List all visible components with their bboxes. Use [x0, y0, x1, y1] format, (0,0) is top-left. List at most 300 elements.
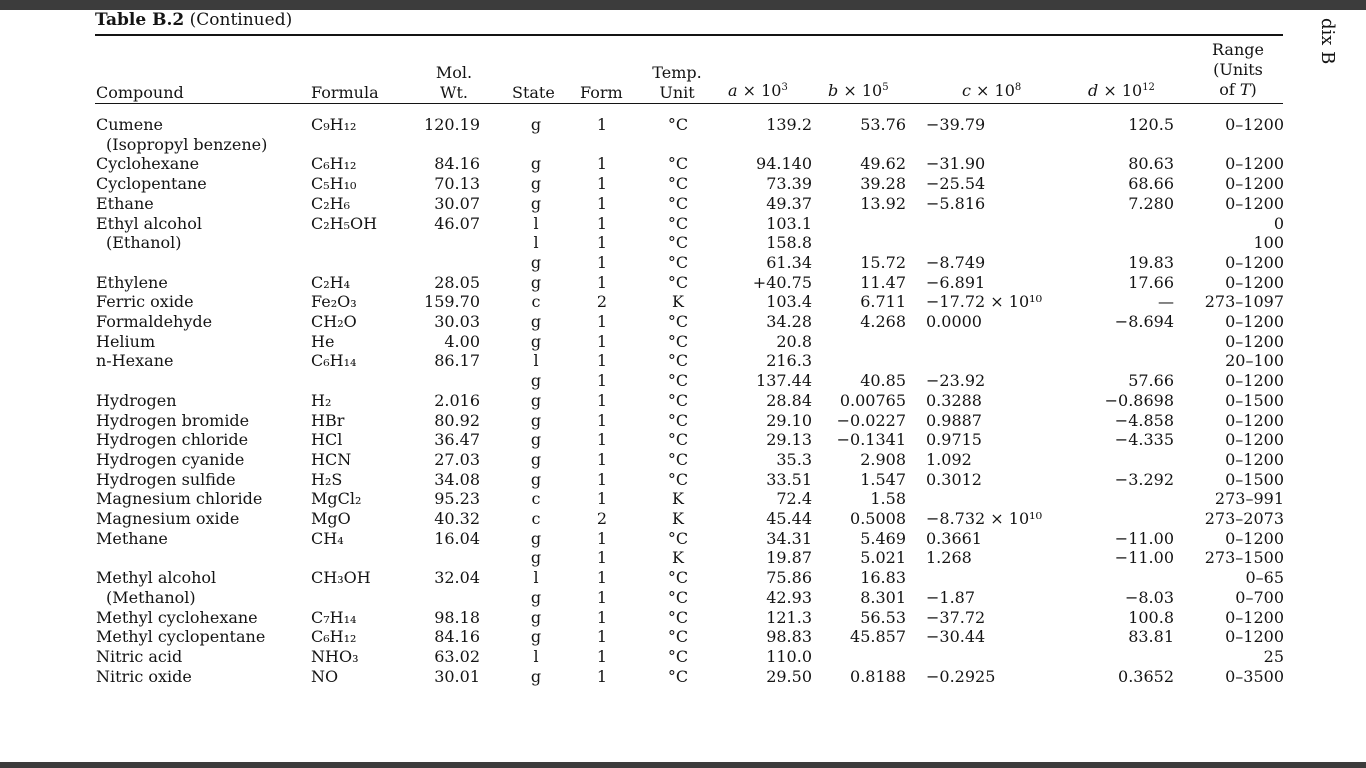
c-value-cell: 0.0000	[926, 312, 982, 331]
d-value-cell: −3.292	[1114, 469, 1174, 489]
temp-unit-cell: °C	[667, 666, 689, 686]
molecular-weight-cell: 84.16	[434, 627, 480, 647]
c-value-cell: −8.749	[926, 252, 986, 272]
b-value-cell: 1.547	[860, 469, 906, 489]
d-value-cell: −0.8698	[1104, 390, 1174, 410]
c-value-cell: 1.092	[926, 449, 972, 469]
table-row	[0, 568, 1366, 588]
state-cell: g	[530, 666, 542, 686]
state-cell: g	[530, 115, 542, 134]
d-value-cell: 0.3652	[1118, 666, 1174, 686]
b-value-cell: 53.76	[860, 115, 906, 134]
temp-unit-cell: °C	[667, 410, 689, 430]
form-cell: 1	[596, 272, 608, 292]
form-cell: 1	[596, 312, 608, 331]
form-cell: 1	[596, 548, 608, 568]
header-a-var: a	[728, 81, 738, 100]
compound-name-cell: (Methanol)	[106, 587, 196, 607]
formula-cell: C₆H₁₂	[311, 627, 357, 647]
state-cell: g	[530, 430, 542, 450]
temp-unit-cell: °C	[667, 312, 689, 331]
state-cell: g	[530, 607, 542, 627]
c-value-cell: −17.72 × 10¹⁰	[926, 292, 1042, 312]
viewer-bottom-bar	[0, 762, 1366, 768]
state-cell: c	[531, 509, 541, 528]
c-value-cell: 0.9887	[926, 410, 982, 430]
range-cell: 0–1200	[1225, 193, 1284, 213]
c-value-cell: 0.9715	[926, 430, 982, 450]
range-cell: 0–3500	[1225, 666, 1284, 686]
formula-cell: C₉H₁₂	[311, 115, 357, 134]
form-cell: 1	[596, 193, 608, 213]
d-value-cell: −11.00	[1114, 548, 1174, 568]
range-cell: 0–1200	[1225, 272, 1284, 292]
form-cell: 1	[596, 666, 608, 686]
compound-name-cell: Helium	[96, 331, 156, 351]
state-cell: g	[530, 154, 542, 174]
header-d-coefficient	[1088, 81, 1155, 101]
formula-cell: MgO	[311, 509, 351, 528]
state-cell: l	[533, 213, 539, 233]
a-value-cell: 29.13	[766, 430, 812, 450]
d-value-cell: 7.280	[1128, 193, 1174, 213]
header-range-line3	[1196, 80, 1280, 100]
molecular-weight-cell: 84.16	[434, 154, 480, 174]
formula-cell: CH₄	[311, 528, 344, 548]
compound-name-cell: Nitric acid	[96, 646, 183, 666]
d-value-cell: 83.81	[1128, 627, 1174, 647]
state-cell: g	[530, 312, 542, 331]
header-d-mult: × 10	[1098, 81, 1143, 100]
compound-name-cell: Cyclopentane	[96, 174, 207, 194]
header-temp-line1: Temp.	[652, 63, 702, 82]
a-value-cell: 216.3	[766, 351, 812, 371]
d-value-cell: 68.66	[1128, 174, 1174, 194]
temp-unit-cell: K	[672, 292, 684, 312]
form-cell: 1	[596, 233, 608, 253]
b-value-cell: 16.83	[860, 568, 906, 588]
b-value-cell: 15.72	[860, 252, 906, 272]
a-value-cell: 28.84	[766, 390, 812, 410]
temp-unit-cell: °C	[667, 430, 689, 450]
compound-name-cell: Hydrogen chloride	[96, 430, 249, 450]
compound-name-cell: Hydrogen cyanide	[96, 449, 245, 469]
form-cell: 2	[596, 292, 608, 312]
a-value-cell: 19.87	[766, 548, 812, 568]
b-value-cell: 1.58	[870, 489, 906, 509]
range-cell: 0–1200	[1225, 174, 1284, 194]
a-value-cell: 158.8	[766, 233, 812, 253]
state-cell: g	[530, 627, 542, 647]
table-row	[0, 529, 1366, 549]
formula-cell: He	[311, 331, 335, 351]
a-value-cell: 61.34	[766, 252, 812, 272]
range-cell: 0–1200	[1225, 312, 1284, 331]
state-cell: l	[533, 568, 539, 588]
range-cell: 0–1200	[1225, 607, 1284, 627]
molecular-weight-cell: 4.00	[444, 331, 480, 351]
c-value-cell: −31.90	[926, 154, 986, 174]
c-value-cell: −23.92	[926, 371, 986, 391]
d-value-cell: −4.335	[1114, 430, 1174, 450]
temp-unit-cell: °C	[667, 154, 689, 174]
table-row	[0, 667, 1366, 687]
range-cell: 273–1097	[1204, 292, 1284, 312]
formula-cell: HBr	[311, 410, 345, 430]
formula-cell: C₅H₁₀	[311, 174, 357, 194]
temp-unit-cell: °C	[667, 272, 689, 292]
temp-unit-cell: K	[672, 489, 684, 509]
table-row	[0, 233, 1366, 253]
b-value-cell: 5.021	[860, 548, 906, 568]
form-cell: 1	[596, 587, 608, 607]
molecular-weight-cell: 30.01	[434, 666, 480, 686]
header-a-coefficient	[728, 81, 788, 101]
table-row	[0, 214, 1366, 234]
compound-name-cell: Methane	[96, 528, 168, 548]
compound-name-cell: Hydrogen bromide	[96, 410, 250, 430]
a-value-cell: +40.75	[752, 272, 812, 292]
state-cell: g	[530, 331, 542, 351]
table-row	[0, 253, 1366, 273]
temp-unit-cell: °C	[667, 115, 689, 134]
a-value-cell: 137.44	[756, 371, 812, 391]
c-value-cell: 0.3288	[926, 390, 982, 410]
molecular-weight-cell: 34.08	[434, 469, 480, 489]
a-value-cell: 110.0	[766, 646, 812, 666]
header-temp-line2: Unit	[659, 83, 695, 102]
b-value-cell: 4.268	[860, 312, 906, 331]
header-c-exp: 8	[1014, 82, 1022, 93]
molecular-weight-cell: 28.05	[434, 272, 480, 292]
a-value-cell: 72.4	[776, 489, 812, 509]
range-cell: 0–65	[1245, 568, 1284, 588]
range-cell: 0–1200	[1225, 627, 1284, 647]
header-form: Form	[580, 83, 623, 102]
molecular-weight-cell: 86.17	[434, 351, 480, 371]
a-value-cell: 94.140	[756, 154, 812, 174]
table-row	[0, 430, 1366, 450]
molecular-weight-cell: 30.03	[434, 312, 480, 331]
b-value-cell: 13.92	[860, 193, 906, 213]
a-value-cell: 33.51	[766, 469, 812, 489]
header-mol-wt	[426, 63, 482, 103]
state-cell: g	[530, 390, 542, 410]
a-value-cell: 34.28	[766, 312, 812, 331]
header-b-exp: 5	[882, 82, 889, 93]
range-cell: 0–1200	[1225, 252, 1284, 272]
header-c-mult: × 10	[970, 81, 1015, 100]
form-cell: 1	[596, 469, 608, 489]
temp-unit-cell: °C	[667, 646, 689, 666]
range-cell: 273–2073	[1204, 509, 1284, 528]
state-cell: g	[530, 587, 542, 607]
d-value-cell: −8.03	[1124, 587, 1174, 607]
formula-cell: C₂H₄	[311, 272, 351, 292]
state-cell: c	[531, 292, 541, 312]
range-cell: 0–1200	[1225, 449, 1284, 469]
header-d-exp: 12	[1142, 82, 1155, 93]
formula-cell: H₂	[311, 390, 332, 410]
d-value-cell: −8.694	[1114, 312, 1174, 331]
molecular-weight-cell: 36.47	[434, 430, 480, 450]
table-header-rule	[95, 103, 1283, 104]
temp-unit-cell: °C	[667, 174, 689, 194]
table-row	[0, 194, 1366, 214]
table-row	[0, 588, 1366, 608]
compound-name-cell: Methyl alcohol	[96, 568, 217, 588]
form-cell: 1	[596, 449, 608, 469]
formula-cell: CH₃OH	[311, 568, 371, 588]
state-cell: g	[530, 252, 542, 272]
compound-name-cell: Cyclohexane	[96, 154, 200, 174]
header-b-mult: × 10	[838, 81, 883, 100]
compound-name-cell: Methyl cyclopentane	[96, 627, 266, 647]
table-row	[0, 292, 1366, 312]
table-row	[0, 312, 1366, 332]
a-value-cell: 49.37	[766, 193, 812, 213]
table-row	[0, 154, 1366, 174]
header-range-pre: of	[1219, 80, 1240, 99]
c-value-cell: −1.87	[926, 587, 976, 607]
range-cell: 273–991	[1214, 489, 1284, 509]
temp-unit-cell: °C	[667, 627, 689, 647]
header-c-var: c	[962, 81, 971, 100]
c-value-cell: −39.79	[926, 115, 986, 134]
a-value-cell: 139.2	[766, 115, 812, 134]
d-value-cell: 120.5	[1128, 115, 1174, 134]
b-value-cell: 2.908	[860, 449, 906, 469]
header-a-mult: × 10	[737, 81, 782, 100]
table-row	[0, 273, 1366, 293]
molecular-weight-cell: 46.07	[434, 213, 480, 233]
form-cell: 1	[596, 115, 608, 134]
header-state: State	[512, 83, 555, 102]
state-cell: c	[531, 489, 541, 509]
range-cell: 273–1500	[1204, 548, 1284, 568]
b-value-cell: −0.0227	[836, 410, 906, 430]
table-row	[0, 411, 1366, 431]
state-cell: g	[530, 371, 542, 391]
molecular-weight-cell: 63.02	[434, 646, 480, 666]
formula-cell: H₂S	[311, 469, 343, 489]
a-value-cell: 98.83	[766, 627, 812, 647]
c-value-cell: 1.268	[926, 548, 972, 568]
state-cell: g	[530, 174, 542, 194]
formula-cell: NHO₃	[311, 646, 359, 666]
compound-name-cell: Methyl cyclohexane	[96, 607, 258, 627]
form-cell: 1	[596, 646, 608, 666]
formula-cell: Fe₂O₃	[311, 292, 357, 312]
range-cell: 0–1200	[1225, 115, 1284, 134]
range-cell: 0–700	[1235, 587, 1284, 607]
b-value-cell: 11.47	[860, 272, 906, 292]
temp-unit-cell: °C	[667, 528, 689, 548]
form-cell: 1	[596, 213, 608, 233]
b-value-cell: 49.62	[860, 154, 906, 174]
form-cell: 1	[596, 607, 608, 627]
state-cell: l	[533, 646, 539, 666]
b-value-cell: 5.469	[860, 528, 906, 548]
state-cell: g	[530, 193, 542, 213]
c-value-cell: −6.891	[926, 272, 986, 292]
compound-name-cell: Ethyl alcohol	[96, 213, 202, 233]
c-value-cell: 0.3012	[926, 469, 982, 489]
temp-unit-cell: K	[672, 548, 684, 568]
c-value-cell: 0.3661	[926, 528, 982, 548]
form-cell: 1	[596, 489, 608, 509]
a-value-cell: 45.44	[766, 509, 812, 528]
form-cell: 1	[596, 154, 608, 174]
form-cell: 1	[596, 528, 608, 548]
c-value-cell: −30.44	[926, 627, 986, 647]
range-cell: 0–1200	[1225, 430, 1284, 450]
d-value-cell: 17.66	[1128, 272, 1174, 292]
form-cell: 2	[596, 509, 608, 528]
header-formula: Formula	[311, 83, 379, 102]
table-caption-number: Table B.2	[95, 10, 185, 30]
compound-name-cell: Nitric oxide	[96, 666, 192, 686]
range-cell: 20–100	[1225, 351, 1284, 371]
temp-unit-cell: °C	[667, 568, 689, 588]
c-value-cell: −25.54	[926, 174, 986, 194]
form-cell: 1	[596, 410, 608, 430]
molecular-weight-cell: 32.04	[434, 568, 480, 588]
a-value-cell: 34.31	[766, 528, 812, 548]
form-cell: 1	[596, 351, 608, 371]
state-cell: l	[533, 351, 539, 371]
header-compound: Compound	[96, 83, 184, 102]
formula-cell: C₆H₁₂	[311, 154, 357, 174]
header-d-var: d	[1088, 81, 1099, 100]
compound-name-cell: Magnesium chloride	[96, 489, 263, 509]
form-cell: 1	[596, 174, 608, 194]
b-value-cell: 6.711	[860, 292, 906, 312]
temp-unit-cell: °C	[667, 449, 689, 469]
compound-name-cell: (Ethanol)	[106, 233, 182, 253]
table-row	[0, 332, 1366, 352]
a-value-cell: 75.86	[766, 568, 812, 588]
compound-name-cell: Formaldehyde	[96, 312, 213, 331]
a-value-cell: 35.3	[776, 449, 812, 469]
formula-cell: NO	[311, 666, 339, 686]
b-value-cell: 45.857	[850, 627, 906, 647]
molecular-weight-cell: 159.70	[424, 292, 480, 312]
form-cell: 1	[596, 568, 608, 588]
b-value-cell: 0.5008	[850, 509, 906, 528]
a-value-cell: 73.39	[766, 174, 812, 194]
range-cell: 0	[1273, 213, 1284, 233]
table-row	[0, 351, 1366, 371]
d-value-cell: 100.8	[1128, 607, 1174, 627]
header-range-line1: Range	[1212, 40, 1264, 59]
table-row	[0, 391, 1366, 411]
table-caption	[95, 10, 292, 30]
header-range-var: T	[1239, 80, 1251, 99]
molecular-weight-cell: 95.23	[434, 489, 480, 509]
d-value-cell: 80.63	[1128, 154, 1174, 174]
molecular-weight-cell: 40.32	[434, 509, 480, 528]
compound-name-cell: Hydrogen	[96, 390, 177, 410]
header-b-var: b	[828, 81, 839, 100]
a-value-cell: 103.1	[766, 213, 812, 233]
formula-cell: CH₂O	[311, 312, 357, 331]
formula-cell: HCN	[311, 449, 352, 469]
d-value-cell: 57.66	[1128, 371, 1174, 391]
compound-name-cell: Ferric oxide	[96, 292, 194, 312]
temp-unit-cell: °C	[667, 331, 689, 351]
temp-unit-cell: °C	[667, 607, 689, 627]
table-row	[0, 548, 1366, 568]
compound-name-cell: Magnesium oxide	[96, 509, 240, 528]
table-row	[0, 489, 1366, 509]
table-row	[0, 509, 1366, 529]
state-cell: g	[530, 272, 542, 292]
c-value-cell: −37.72	[926, 607, 986, 627]
d-value-cell: −4.858	[1114, 410, 1174, 430]
table-caption-continued: (Continued)	[189, 10, 293, 30]
c-value-cell: −0.2925	[926, 666, 996, 686]
range-cell: 0–1500	[1225, 469, 1284, 489]
temp-unit-cell: °C	[667, 252, 689, 272]
range-cell: 0–1500	[1225, 390, 1284, 410]
range-cell: 0–1200	[1225, 410, 1284, 430]
viewer-top-bar	[0, 0, 1366, 10]
a-value-cell: 29.50	[766, 666, 812, 686]
header-a-exp: 3	[781, 82, 788, 93]
temp-unit-cell: °C	[667, 390, 689, 410]
molecular-weight-cell: 70.13	[434, 174, 480, 194]
c-value-cell: −5.816	[926, 193, 986, 213]
range-cell: 25	[1263, 646, 1284, 666]
table-row	[0, 608, 1366, 628]
temp-unit-cell: °C	[667, 587, 689, 607]
range-cell: 0–1200	[1225, 528, 1284, 548]
header-range-line2: (Units	[1213, 60, 1263, 79]
molecular-weight-cell: 16.04	[434, 528, 480, 548]
formula-cell: C₂H₅OH	[311, 213, 378, 233]
b-value-cell: −0.1341	[836, 430, 906, 450]
form-cell: 1	[596, 252, 608, 272]
range-cell: 100	[1253, 233, 1284, 253]
compound-name-cell: n-Hexane	[96, 351, 174, 371]
temp-unit-cell: °C	[667, 351, 689, 371]
temp-unit-cell: °C	[667, 469, 689, 489]
formula-cell: MgCl₂	[311, 489, 362, 509]
form-cell: 1	[596, 390, 608, 410]
formula-cell: C₂H₆	[311, 193, 351, 213]
d-value-cell: 19.83	[1128, 252, 1174, 272]
table-row	[0, 115, 1366, 135]
molecular-weight-cell: 120.19	[424, 115, 480, 134]
d-value-cell: −11.00	[1114, 528, 1174, 548]
form-cell: 1	[596, 371, 608, 391]
table-row	[0, 470, 1366, 490]
header-range	[1196, 40, 1280, 100]
table-row	[0, 450, 1366, 470]
form-cell: 1	[596, 430, 608, 450]
temp-unit-cell: °C	[667, 233, 689, 253]
state-cell: l	[533, 233, 539, 253]
d-value-cell: —	[1158, 292, 1174, 312]
molecular-weight-cell: 30.07	[434, 193, 480, 213]
table-top-rule	[95, 34, 1283, 36]
formula-cell: HCl	[311, 430, 343, 450]
a-value-cell: 42.93	[766, 587, 812, 607]
compound-name-cell: Cumene	[96, 115, 163, 134]
header-b-coefficient	[828, 81, 889, 101]
b-value-cell: 0.00765	[839, 390, 906, 410]
